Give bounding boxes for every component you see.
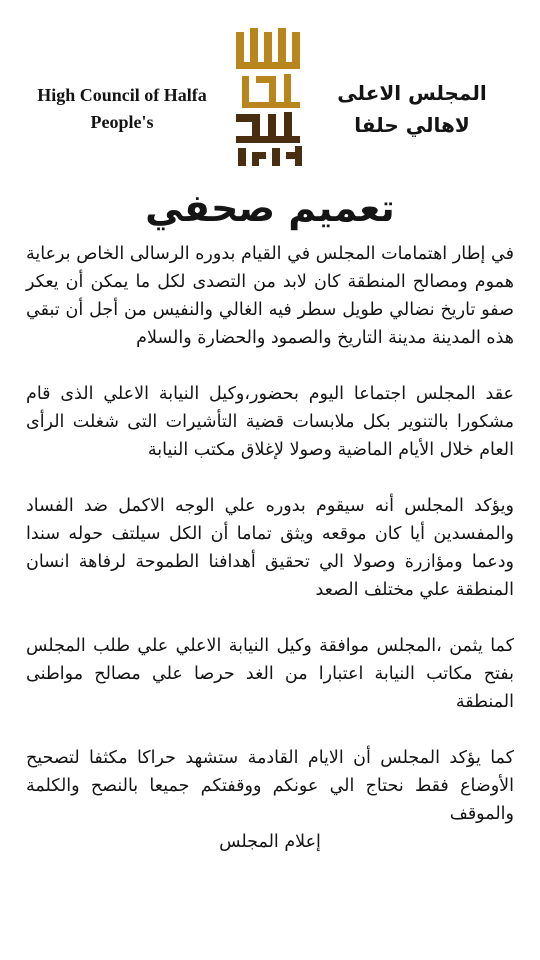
paragraph-4: كما يثمن ،المجلس موافقة وكيل النيابة الاعلي علي طلب المجلس بفتح مكاتب النيابة اعتبارا من الغد حرصا علي مصالح مواطنى المنطقة bbox=[26, 636, 514, 712]
paragraph-2: عقد المجلس اجتماعا اليوم بحضور،وكيل النيابة الاعلي الذى قام مشكورا بالتنوير بكل ملابسات قضية التأشيرات التى شغلت الرأى العام خلال الأيام الماضية وصولا لإغلاق مكتب النيابة bbox=[26, 384, 514, 460]
press-release-body bbox=[26, 240, 514, 856]
page-title: تعميم صحفي bbox=[145, 186, 395, 230]
council-logo-icon bbox=[228, 28, 312, 168]
council-name-arabic: المجلس الاعلى لاهالي حلفا bbox=[337, 81, 487, 137]
signature: إعلام المجلس bbox=[219, 832, 321, 852]
paragraph-5: كما يؤكد المجلس أن الايام القادمة ستشهد حراكا مكثفا لتصحيح الأوضاع فقط نحتاج الي عونكم ووقفتكم جميعا بالنصح والكلمة والموقف bbox=[26, 748, 514, 824]
letterhead bbox=[0, 22, 540, 172]
paragraph-1: في إطار اهتمامات المجلس في القيام بدوره الرسالى الخاص برعاية هموم ومصالح المنطقة كان لابد من التصدى لكل ما يمكن أن يعكر صفو تاريخ نضالي طويل سطر فيه الغالي والنفيس من أجل أن تبقي هذه المدينة مدينة التاريخ والصمود والحضارة والسلام bbox=[26, 244, 514, 348]
paragraph-3: ويؤكد المجلس أنه سيقوم بدوره علي الوجه الاكمل ضد الفساد والمفسدين أيا كان موقعه ويثق تماما أن الكل سيلتف حوله سندا ودعما ومؤازرة وصولا الي تحقيق أهدافنا الطموحة لرفاهة انسان المنطقة علي مختلف الصعد bbox=[26, 496, 514, 600]
council-name-english: High Council of Halfa People's bbox=[37, 85, 207, 132]
